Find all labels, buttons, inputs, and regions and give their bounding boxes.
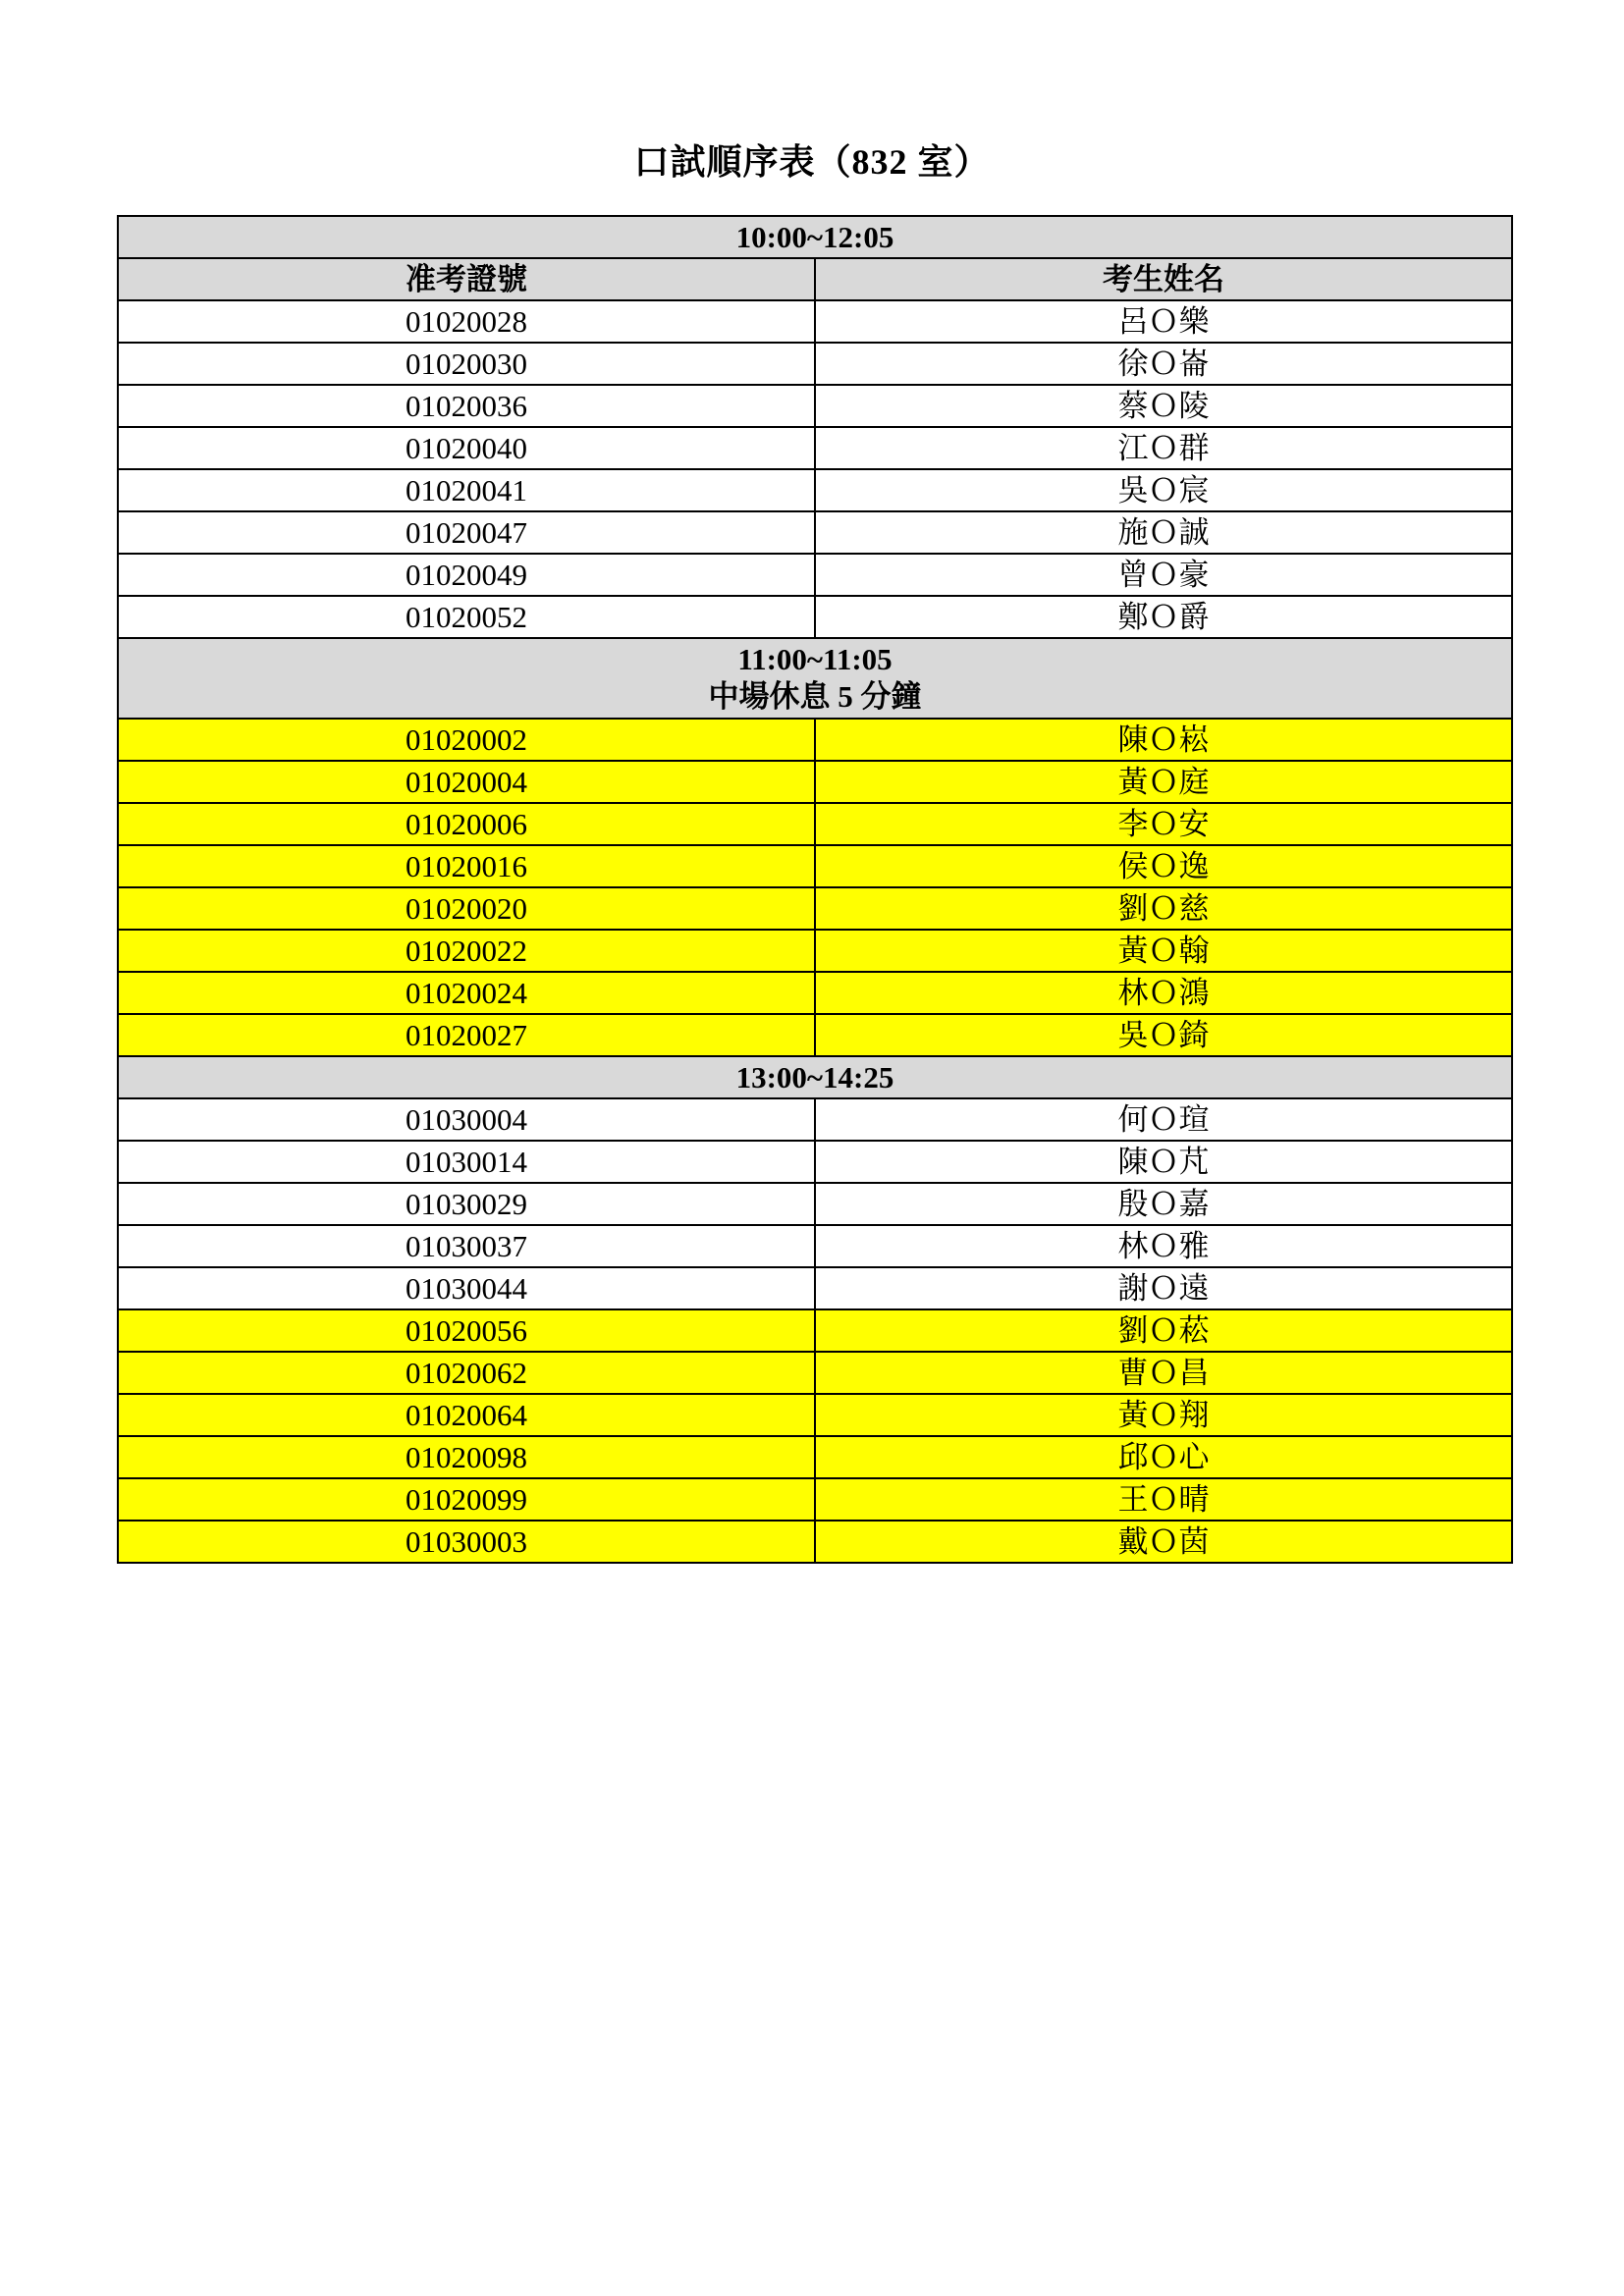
candidate-id-cell: 01020020 bbox=[118, 887, 815, 930]
candidate-name-cell: 陳Ｏ崧 bbox=[815, 719, 1512, 761]
table-row bbox=[118, 845, 1512, 887]
candidate-id-cell: 01030003 bbox=[118, 1521, 815, 1563]
column-header-name: 考生姓名 bbox=[815, 258, 1512, 300]
candidate-name-cell: 曾Ｏ豪 bbox=[815, 554, 1512, 596]
candidate-name-cell: 何Ｏ瑄 bbox=[815, 1098, 1512, 1141]
candidate-name-cell: 劉Ｏ慈 bbox=[815, 887, 1512, 930]
candidate-id-cell: 01020022 bbox=[118, 930, 815, 972]
candidate-name-cell: 呂Ｏ樂 bbox=[815, 300, 1512, 343]
candidate-name-cell: 戴Ｏ茵 bbox=[815, 1521, 1512, 1563]
column-header-row bbox=[118, 258, 1512, 300]
candidate-name-cell: 謝Ｏ遠 bbox=[815, 1267, 1512, 1309]
table-row bbox=[118, 1436, 1512, 1478]
page-title: 口試順序表（832 室） bbox=[633, 142, 991, 182]
candidate-id-cell: 01020064 bbox=[118, 1394, 815, 1436]
time-slot-cell bbox=[118, 216, 1512, 258]
candidate-id-cell: 01020056 bbox=[118, 1309, 815, 1352]
candidate-id-cell: 01020028 bbox=[118, 300, 815, 343]
candidate-name-cell: 黃Ｏ庭 bbox=[815, 761, 1512, 803]
candidate-id-cell: 01020030 bbox=[118, 343, 815, 385]
candidate-id-cell: 01030014 bbox=[118, 1141, 815, 1183]
candidate-id-cell: 01030037 bbox=[118, 1225, 815, 1267]
table-row bbox=[118, 385, 1512, 427]
table-row bbox=[118, 1352, 1512, 1394]
candidate-name-cell: 陳Ｏ芃 bbox=[815, 1141, 1512, 1183]
time-slot-row bbox=[118, 216, 1512, 258]
table-row bbox=[118, 469, 1512, 511]
time-slot-label: 10:00~12:05 bbox=[735, 219, 894, 254]
break-note: 中場休息 5 分鐘 bbox=[708, 679, 922, 714]
candidate-id-cell: 01020024 bbox=[118, 972, 815, 1014]
candidate-id-cell: 01020002 bbox=[118, 719, 815, 761]
candidate-id-cell: 01030004 bbox=[118, 1098, 815, 1141]
table-row bbox=[118, 761, 1512, 803]
candidate-id-cell: 01020049 bbox=[118, 554, 815, 596]
time-slot-cell bbox=[118, 638, 1512, 719]
candidate-id-cell: 01020052 bbox=[118, 596, 815, 638]
time-slot-label: 11:00~11:05 bbox=[737, 642, 893, 676]
column-header-id: 准考證號 bbox=[118, 258, 815, 300]
table-row bbox=[118, 596, 1512, 638]
schedule-body bbox=[118, 216, 1512, 1563]
candidate-name-cell: 鄭Ｏ爵 bbox=[815, 596, 1512, 638]
candidate-id-cell: 01020099 bbox=[118, 1478, 815, 1521]
candidate-name-cell: 江Ｏ群 bbox=[815, 427, 1512, 469]
candidate-name-cell: 曹Ｏ昌 bbox=[815, 1352, 1512, 1394]
table-row bbox=[118, 930, 1512, 972]
candidate-id-cell: 01020027 bbox=[118, 1014, 815, 1056]
table-row bbox=[118, 1183, 1512, 1225]
table-row bbox=[118, 719, 1512, 761]
candidate-name-cell: 殷Ｏ嘉 bbox=[815, 1183, 1512, 1225]
candidate-name-cell: 李Ｏ安 bbox=[815, 803, 1512, 845]
table-row bbox=[118, 887, 1512, 930]
table-row bbox=[118, 803, 1512, 845]
candidate-id-cell: 01020006 bbox=[118, 803, 815, 845]
candidate-id-cell: 01020047 bbox=[118, 511, 815, 554]
candidate-id-cell: 01030029 bbox=[118, 1183, 815, 1225]
table-row bbox=[118, 1394, 1512, 1436]
table-row bbox=[118, 1309, 1512, 1352]
table-row bbox=[118, 1267, 1512, 1309]
table-row bbox=[118, 972, 1512, 1014]
candidate-name-cell: 施Ｏ誠 bbox=[815, 511, 1512, 554]
candidate-name-cell: 侯Ｏ逸 bbox=[815, 845, 1512, 887]
candidate-name-cell: 徐Ｏ崙 bbox=[815, 343, 1512, 385]
candidate-id-cell: 01020062 bbox=[118, 1352, 815, 1394]
table-row bbox=[118, 1098, 1512, 1141]
table-row bbox=[118, 1225, 1512, 1267]
table-row bbox=[118, 343, 1512, 385]
candidate-name-cell: 邱Ｏ心 bbox=[815, 1436, 1512, 1478]
table-row bbox=[118, 554, 1512, 596]
candidate-id-cell: 01020004 bbox=[118, 761, 815, 803]
table-row bbox=[118, 1141, 1512, 1183]
table-row bbox=[118, 427, 1512, 469]
candidate-name-cell: 蔡Ｏ陵 bbox=[815, 385, 1512, 427]
candidate-id-cell: 01020040 bbox=[118, 427, 815, 469]
candidate-id-cell: 01020041 bbox=[118, 469, 815, 511]
time-slot-row bbox=[118, 638, 1512, 719]
candidate-name-cell: 劉Ｏ菘 bbox=[815, 1309, 1512, 1352]
candidate-name-cell: 林Ｏ雅 bbox=[815, 1225, 1512, 1267]
table-row bbox=[118, 1478, 1512, 1521]
candidate-id-cell: 01020016 bbox=[118, 845, 815, 887]
exam-schedule-table bbox=[117, 215, 1513, 1564]
candidate-name-cell: 王Ｏ晴 bbox=[815, 1478, 1512, 1521]
candidate-name-cell: 吳Ｏ錡 bbox=[815, 1014, 1512, 1056]
table-row bbox=[118, 1521, 1512, 1563]
candidate-name-cell: 黃Ｏ翔 bbox=[815, 1394, 1512, 1436]
time-slot-row bbox=[118, 1056, 1512, 1098]
table-row bbox=[118, 300, 1512, 343]
table-row bbox=[118, 1014, 1512, 1056]
candidate-name-cell: 林Ｏ鴻 bbox=[815, 972, 1512, 1014]
candidate-id-cell: 01030044 bbox=[118, 1267, 815, 1309]
time-slot-cell bbox=[118, 1056, 1512, 1098]
table-row bbox=[118, 511, 1512, 554]
candidate-id-cell: 01020098 bbox=[118, 1436, 815, 1478]
candidate-name-cell: 吳Ｏ宸 bbox=[815, 469, 1512, 511]
time-slot-label: 13:00~14:25 bbox=[735, 1059, 894, 1095]
candidate-name-cell: 黃Ｏ翰 bbox=[815, 930, 1512, 972]
candidate-id-cell: 01020036 bbox=[118, 385, 815, 427]
